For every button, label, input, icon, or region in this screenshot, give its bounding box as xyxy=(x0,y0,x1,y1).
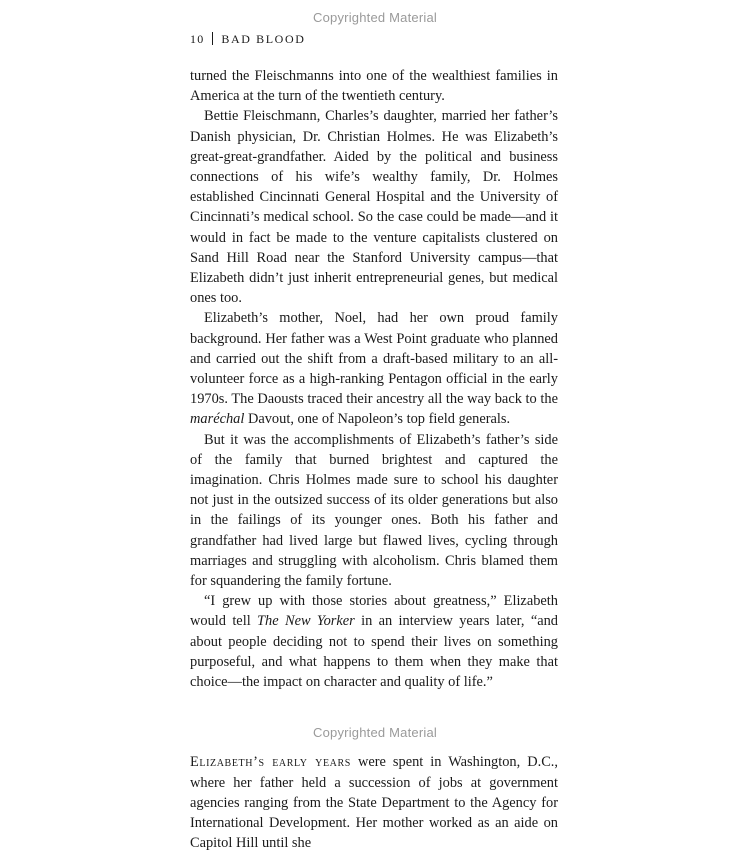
paragraph-3-italic: maréchal xyxy=(190,411,245,428)
paragraph-2: Bettie Fleischmann, Charles’s daughter, married her father’s Danish physician, Dr. Christian Holmes. He was Elizabeth’s great-great-grandfather. Aided by the political and business connections of his wife’s wealthy family, Dr. Holmes established Cincinnati General Hospital and the University of Cincinnati’s medical school. So the case could be made—and it would in fact be made to the venture capitalists clustered on Sand Hill Road near the Stanford University campus—that Elizabeth didn’t just inherit entrepreneurial genes, but medical ones too. xyxy=(190,108,558,307)
watermark-bottom: Copyrighted Material xyxy=(313,725,437,740)
paragraph-5-start: “I grew up with those stories about greatness,” Elizabeth would tell xyxy=(190,593,558,630)
page-number: 10 xyxy=(190,32,205,46)
paragraph-6-text: were spent in Washington, D.C., where her father held a succession of jobs at government agencies ranging from the State Department to the Agency for International Development. Her mother worked as an aide on Capitol Hill until she xyxy=(190,754,558,852)
paragraph-6 xyxy=(190,752,558,853)
running-head xyxy=(190,32,305,47)
paragraph-5-italic: The New Yorker xyxy=(257,613,355,630)
paragraph-3-end: Davout, one of Napoleon’s top field generals. xyxy=(244,411,511,428)
header-divider xyxy=(212,32,213,45)
paragraph-3-text: Elizabeth’s mother, Noel, had her own proud family background. Her father was a West Point graduate who planned and carried out the shift from a draft-based military to an all-volunteer force as a high-ranking Pentagon official in the early 1970s. The Daousts traced their ancestry all the way back to the xyxy=(190,310,558,408)
paragraph-5-end: in an interview years later, “and about people deciding not to spend their lives on something purposeful, and what happens to them when they make that choice—the impact on character and quality of life.” xyxy=(190,613,559,691)
watermark-top: Copyrighted Material xyxy=(313,10,437,25)
paragraph-4: But it was the accomplishments of Elizabeth’s father’s side of the family that burned brightest and captured the imagination. Chris Holmes made sure to school his daughter not just in the outsized success of its older generations but also in the failings of its younger ones. Both his father and grandfather had lived large but flawed lives, cycling through marriages and struggling with alcoholism. Chris blamed them for squandering the family fortune. xyxy=(190,431,558,590)
section-break xyxy=(190,692,558,752)
section-lead-in: Elizabeth’s early years xyxy=(190,754,351,771)
paragraph-5 xyxy=(190,591,558,692)
book-title: BAD BLOOD xyxy=(221,32,306,46)
paragraph-3 xyxy=(190,308,558,429)
paragraph-1: turned the Fleischmanns into one of the wealthiest families in America at the turn of the twentieth century. xyxy=(190,68,558,105)
